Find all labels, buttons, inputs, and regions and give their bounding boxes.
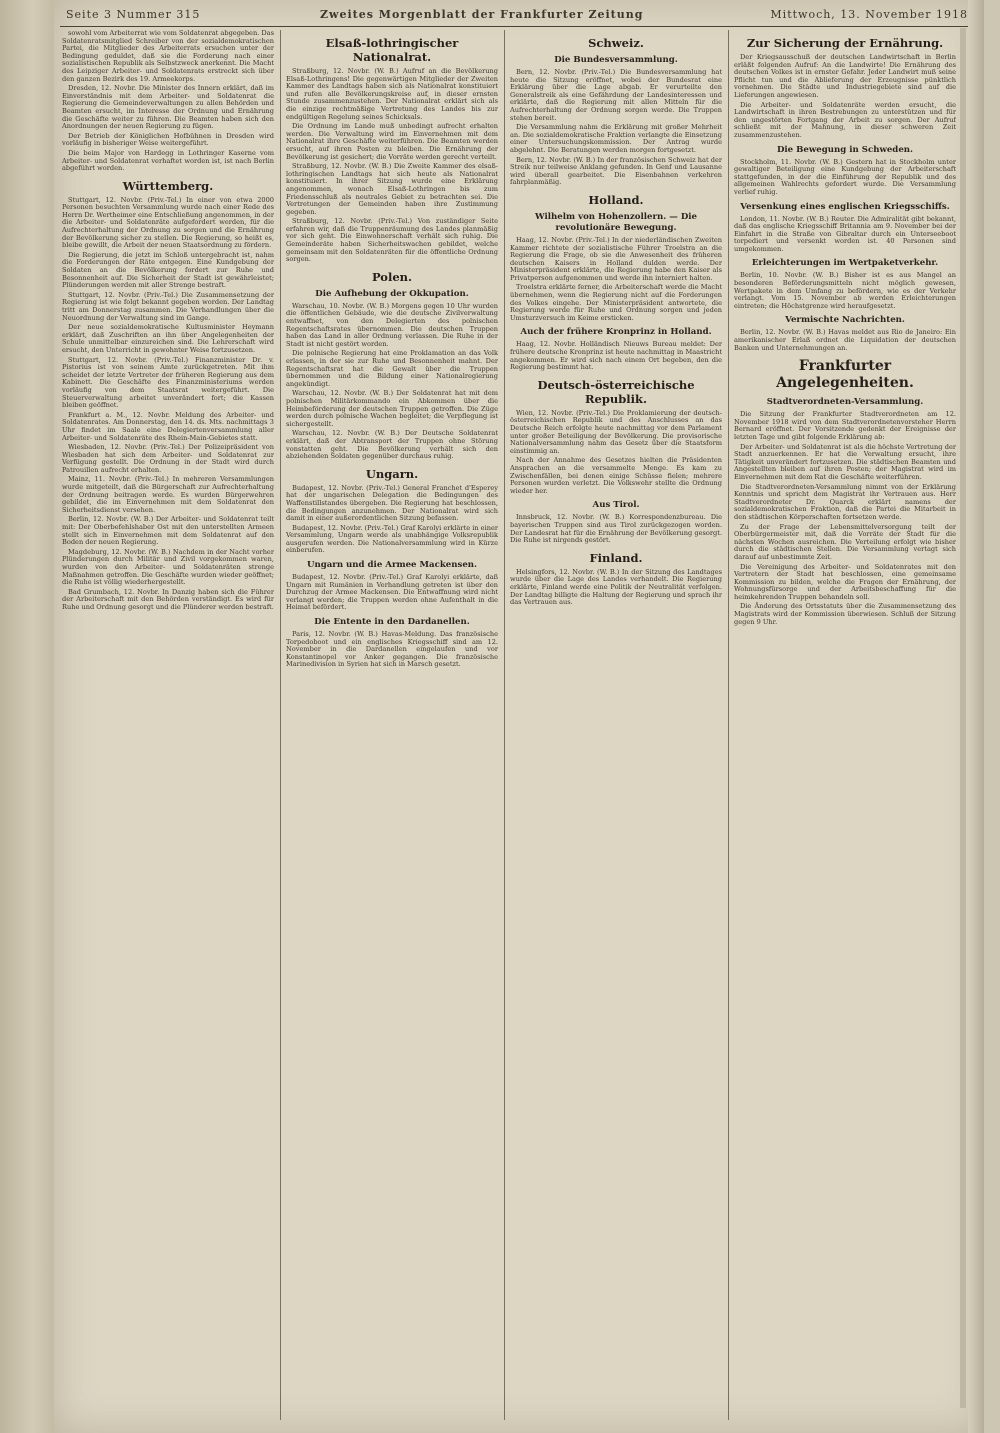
article-subheadline: Die Aufhebung der Okkupation.: [315, 288, 469, 299]
article-paragraph: Paris, 12. Novbr. (W. B.) Havas-Meldung. Das französische Torpedoboot und ein englisches Kriegsschiff sind am 12. November in die Dardanellen eingelaufen und vor Konstantinopel vor Anker gegangen. Die französische Marinedivision in Syrien hat sich in Marsch gesetzt.: [286, 630, 498, 669]
section-headline: Schweiz.: [588, 36, 644, 50]
newspaper-page: [54, 0, 984, 1433]
article-paragraph: Zu der Frage der Lebensmittelversorgung teilt der Oberbürgermeister mit, daß die Vorräte der Stadt für die nächsten Wochen ausreichen. Die Verteilung erfolgt wie bisher durch die städtischen Stellen. Die Versammlung vertagt sich darauf auf unbestimmte Zeit.: [734, 522, 956, 561]
column-divider: [280, 30, 281, 1420]
article-paragraph: Bern, 12. Novbr. (Priv.-Tel.) Die Bundesversammlung hat heute die Sitzung eröffnet, wobei der Bundesrat eine Erklärung über die Lage abgab. Er verurteilte den Generalstreik als eine Gefährdung der Landesinteressen und erklärte, daß die Regierung mit allen Mitteln für die Aufrechterhaltung der Ordnung sorgen werde. Die Truppen stehen bereit.: [510, 68, 722, 122]
article-paragraph: Stuttgart, 12. Novbr. (Priv.-Tel.) Finanzminister Dr. v. Pistorius ist von seinem Amte zurückgetreten. Mit ihm scheidet der letzte Vertreter der früheren Regierung aus dem Kabinett. Die Geschäfte des Finanzministeriums werden vorläufig von dem Staatsrat weitergeführt. Die Steuerverwaltung arbeitet unverändert fort; die Kassen bleiben geöffnet.: [62, 355, 274, 410]
article-paragraph: Warschau, 10. Novbr. (W. B.) Morgens gegen 10 Uhr wurden die öffentlichen Gebäude, wie die deutsche Zivilverwaltung entwaffnet, von den Delegierten des polnischen Regentschaftsrates übernommen. Die deutschen Truppen haben das Land in aller Ordnung verlassen. Die Ruhe in der Stadt ist nicht gestört worden.: [286, 301, 498, 348]
article-paragraph: Magdeburg, 12. Novbr. (W. B.) Nachdem in der Nacht vorher Plünderungen durch Militär und Zivil vorgekommen waren, wurden von den Arbeiter- und Soldatenräten strenge Maßnahmen getroffen. Die Geschäfte wurden wieder geöffnet; die Ruhe ist völlig wiederhergestellt.: [62, 547, 274, 587]
article-paragraph: Berlin, 10. Novbr. (W. B.) Bisher ist es aus Mangel an besonderen Beförderungsmitteln nicht möglich gewesen, Wertpakete in dem Umfang zu befördern, wie es der Verkehr verlangt. Vom 15. November ab werden Erleichterungen eintreten; die Höchstgrenze wird heraufgesetzt.: [734, 271, 956, 310]
section-headline: Finland.: [589, 550, 643, 565]
article-paragraph: Stuttgart, 12. Novbr. (Priv.-Tel.) In einer von etwa 2000 Personen besuchten Versammlung wurde nach einer Rede des Herrn Dr. Wertheimer eine Entschließung angenommen, in der die Arbeiter- und Soldatenräte aufgefordert werden, für die Aufrechterhaltung der Ordnung zu sorgen und die Ernährung der Bevölkerung sicher zu stellen. Die Regierung, so heißt es, bleibe gewillt, die Arbeit der neuen Staatsordnung zu fördern.: [62, 195, 274, 250]
article-paragraph: Berlin, 12. Novbr. (W. B.) Der Arbeiter- und Soldatenrat teilt mit: Der Oberbefehlshaber Ost mit den unterstellten Armeen stellt sich in Einvernehmen mit dem Soldatenrat auf den Boden der neuen Regierung.: [62, 515, 274, 547]
article-paragraph: Die Arbeiter- und Soldatenräte werden ersucht, die Landwirtschaft in ihren Bestrebungen zu unterstützen und für den ungestörten Fortgang der Arbeit zu sorgen. Der Aufruf schließt mit der Mahnung, in dieser schweren Zeit zusammenzustehen.: [734, 100, 956, 139]
section-headline: Deutsch-österreichische Republik.: [537, 377, 695, 406]
article-paragraph: Stuttgart, 12. Novbr. (Priv.-Tel.) Die Zusammensetzung der Regierung ist wie folgt bekannt gegeben worden. Der Landtag tritt am Donnerstag zusammen. Die Verhandlungen über die Neuordnung der Verwaltung sind im Gange.: [62, 290, 274, 322]
article-paragraph: Haag, 12. Novbr. Holländisch Nieuws Bureau meldet: Der frühere deutsche Kronprinz ist heute nachmittag in Maastricht angekommen. Er wird sich nach einem Ort begeben, den die Regierung bestimmt hat.: [510, 340, 722, 372]
article-paragraph: Mainz, 11. Novbr. (Priv.-Tel.) In mehreren Versammlungen wurde mitgeteilt, daß die Bürgerschaft zur Aufrechterhaltung der Ordnung beitragen werde. Es wurden Bürgerwehren gebildet, die im Einvernehmen mit dem Soldatenrat den Sicherheitsdienst versehen.: [62, 475, 274, 514]
article-paragraph: Berlin, 12. Novbr. (W. B.) Havas meldet aus Rio de Janeiro: Ein amerikanischer Erlaß ordnet die Liquidation der deutschen Banken und Unternehmungen an.: [734, 328, 956, 352]
article-paragraph: Budapest, 12. Novbr. (Priv.-Tel.) General Franchet d'Esperey hat der ungarischen Delegation die Bedingungen des Waffenstillstandes übergeben. Die Regierung hat beschlossen, die Bedingungen anzunehmen. Der Nationalrat wird sich damit in einer außerordentlichen Sitzung befassen.: [286, 483, 498, 523]
article-subheadline: Die Entente in den Dardanellen.: [314, 617, 470, 628]
paper-title: Zweites Morgenblatt der Frankfurter Zeitung: [320, 8, 644, 21]
article-subheadline: Auch der frühere Kronprinz in Holland.: [520, 327, 712, 338]
column-3: [510, 30, 722, 1420]
article-subheadline: Wilhelm von Hohenzollern. — Die revolutionäre Bewegung.: [534, 211, 697, 233]
article-paragraph: Warschau, 12. Novbr. (W. B.) Der Soldatenrat hat mit dem polnischen Militärkommando ein Abkommen über die Heimbeförderung der deutschen Truppen getroffen. Die Züge werden durch polnische Wachen begleitet; die Verpflegung ist sichergestellt.: [286, 389, 498, 428]
article-paragraph: Die Sitzung der Frankfurter Stadtverordneten am 12. November 1918 wird von dem Stadtverordnetenvorsteher Herrn Bernard eröffnet. Der Vorsitzende gedenkt der Ereignisse der letzten Tage und gibt folgende Erklärung ab:: [734, 410, 956, 441]
section-headline: Polen.: [371, 269, 413, 284]
article-subheadline: Stadtverordneten-Versammlung.: [766, 397, 924, 408]
article-paragraph: Die Vereinigung des Arbeiter- und Soldatenrates mit den Vertretern der Stadt hat beschlossen, eine gemeinsame Kommission zu bilden, welche die Fragen der Ernährung, der Wohnungsfürsorge und der Arbeitsbeschaffung für die heimkehrenden Truppen behandeln soll.: [734, 562, 956, 601]
article-paragraph: Die beim Major von Hardegg in Lothringer Kaserne vom Arbeiter- und Soldatenrat verhaftet worden ist, ist nach Berlin abgeführt worden.: [62, 148, 274, 173]
article-paragraph: Stockholm, 11. Novbr. (W. B.) Gestern hat in Stockholm unter gewaltiger Beteiligung eine Kundgebung der Arbeiterschaft stattgefunden, in der die Einführung der Republik und des allgemeinen Wahlrechts gefordert wurde. Die Versammlung verlief ruhig.: [734, 157, 956, 196]
article-paragraph: Die polnische Regierung hat eine Proklamation an das Volk erlassen, in der sie zur Ruhe und Besonnenheit mahnt. Der Regentschaftsrat hat die Gewalt über die Truppen übernommen und die Bildung einer Nationalregierung angekündigt.: [286, 349, 498, 388]
article-subheadline: Die Bundesversammlung.: [554, 55, 678, 65]
column-4: [734, 30, 956, 1420]
article-paragraph: Budapest, 12. Novbr. (Priv.-Tel.) Graf Karolyi erklärte in einer Versammlung, Ungarn werde als unabhängige Volksrepublik ausgerufen werden. Die Nationalversammlung wird in Kürze einberufen.: [286, 523, 498, 555]
article-paragraph: Der neue sozialdemokratische Kultusminister Heymann erklärt, daß Zuschriften an ihn über Angelegenheiten der Schule unmittelbar einzureichen sind. Die Lehrerschaft wird ersucht, den Unterricht in gewohnter Weise fortzusetzen.: [62, 323, 274, 354]
article-paragraph: Frankfurt a. M., 12. Novbr. Meldung des Arbeiter- und Soldatenrates. Am Donnerstag, den 14. ds. Mts. nachmittags 3 Uhr findet im Saale eine Delegiertenversammlung aller Arbeiter- und Soldatenräte des Rhein-Main-Gebietes statt.: [62, 410, 274, 442]
article-paragraph: sowohl vom Arbeiterrat wie vom Soldatenrat abgegeben. Das Soldatenratsmitglied Schreiber von der sozialdemokratischen Partei, die Mitglieder des Arbeiterrats ersuchen unter der Bedingung geduldet, daß sie die Forderung nach einer sozialistischen Republik als Selbstzweck anerkennt. Die Macht des Leipziger Arbeiter- und Soldatenrats erstreckt sich über den ganzen Bezirk des 19. Armeekorps.: [62, 30, 274, 83]
column-1: [62, 30, 274, 1420]
column-divider: [504, 30, 505, 1420]
article-paragraph: Bern, 12. Novbr. (W. B.) In der französischen Schweiz hat der Streik nur teilweise Anklang gefunden. In Genf und Lausanne wird überall gearbeitet. Die Eisenbahnen verkehren fahrplanmäßig.: [510, 155, 722, 187]
article-subheadline: Ungarn und die Armee Mackensen.: [306, 560, 478, 571]
article-paragraph: Budapest, 12. Novbr. (Priv.-Tel.) Graf Karolyi erklärte, daß Ungarn mit Rumänien in Verhandlung getreten ist über den Durchzug der Armee Mackensen. Die Entwaffnung wird nicht verlangt werden; die Truppen werden ohne Aufenthalt in die Heimat befördert.: [286, 573, 498, 612]
article-paragraph: Wiesbaden, 12. Novbr. (Priv.-Tel.) Der Polizeipräsident von Wiesbaden hat sich dem Arbeiter- und Soldatenrat zur Verfügung gestellt. Die Ordnung in der Stadt wird durch Patrouillen aufrecht erhalten.: [62, 443, 274, 474]
article-paragraph: Der Arbeiter- und Soldatenrat ist als die höchste Vertretung der Stadt anzuerkennen. Er hat die Verwaltung ersucht, ihre Tätigkeit unverändert fortzusetzen. Die städtischen Beamten und Angestellten bleiben auf ihren Posten; der Magistrat wird im Einvernehmen mit dem Rat die Geschäfte weiterführen.: [734, 442, 956, 481]
section-headline: Elsaß-lothringischer Nationalrat.: [325, 36, 459, 64]
article-paragraph: Die Änderung des Ortsstatuts über die Zusammensetzung des Magistrats wird der Kommission überwiesen. Schluß der Sitzung gegen 9 Uhr.: [734, 602, 956, 626]
article-subheadline: Vermischte Nachrichten.: [785, 315, 905, 326]
section-headline: Ungarn.: [365, 466, 419, 481]
article-paragraph: Troelstra erklärte ferner, die Arbeiterschaft werde die Macht übernehmen, wenn die Regierung nicht auf die Forderungen des Volkes eingehe. Der Ministerpräsident antwortete, die Regierung werde für Ruhe und Ordnung sorgen und jeden Umsturzversuch im Keime ersticken.: [510, 283, 722, 322]
article-paragraph: Innsbruck, 12. Novbr. (W. B.) Korrespondenzbureau. Die bayerischen Truppen sind aus Tirol zurückgezogen worden. Der Landesrat hat für die Ernährung der Bevölkerung gesorgt. Die Ruhe ist nirgends gestört.: [510, 513, 722, 545]
article-paragraph: Warschau, 12. Novbr. (W. B.) Der Deutsche Soldatenrat erklärt, daß der Abtransport der Truppen ohne Störung vonstatten geht. Die Bevölkerung verhält sich den abziehenden Soldaten gegenüber durchaus ruhig.: [286, 429, 498, 461]
page-edge-shadow: [960, 28, 966, 1408]
article-paragraph: Der Betrieb der Königlichen Hofbühnen in Dresden wird vorläufig in bisheriger Weise weitergeführt.: [62, 131, 274, 148]
article-paragraph: Bad Grumbach, 12. Novbr. In Danzig haben sich die Führer der Arbeiterschaft mit den Behörden verständigt. Es wird für Ruhe und Ordnung gesorgt und die Plünderer werden bestraft.: [62, 587, 274, 611]
article-subheadline: Erleichterungen im Wertpaketverkehr.: [751, 258, 939, 269]
binding-gutter: [0, 0, 54, 1433]
article-paragraph: Nach der Annahme des Gesetzes hielten die Präsidenten Ansprachen an die versammelte Menge. Es kam zu Zwischenfällen, bei denen einige Schüsse fielen; mehrere Personen wurden verletzt. Die Volkswehr stellte die Ordnung wieder her.: [510, 456, 722, 495]
column-2: [286, 30, 498, 1420]
article-paragraph: Helsingfors, 12. Novbr. (W. B.) In der Sitzung des Landtages wurde über die Lage des Landes verhandelt. Die Regierung erklärte, Finland werde eine Politik der Neutralität verfolgen. Der Landtag billigte die Haltung der Regierung und sprach ihr das Vertrauen aus.: [510, 567, 722, 607]
article-paragraph: Haag, 12. Novbr. (Priv.-Tel.) In der niederländischen Zweiten Kammer richtete der sozialistische Führer Troelstra an die Regierung die Frage, ob sie die Anwesenheit des früheren deutschen Kaisers in Holland dulden werde. Der Ministerpräsident erklärte, die Regierung habe den Kaiser als Privatperson aufgenommen und werde ihn interniert halten.: [510, 235, 722, 282]
article-paragraph: Die Versammlung nahm die Erklärung mit großer Mehrheit an. Die sozialdemokratische Fraktion verlangte die Einsetzung einer Untersuchungskommission. Der Antrag wurde abgelehnt. Die Beratungen werden morgen fortgesetzt.: [510, 123, 722, 154]
section-headline: Frankfurter Angelegenheiten.: [776, 358, 914, 392]
article-paragraph: Dresden, 12. Novbr. Die Minister des Innern erklärt, daß im Einverständnis mit dem Arbeiter- und Soldatenrat die Regierung die Gemeindeverwaltungen zu allen Behörden und Beamten ersucht, im Interesse der Ordnung und Ernährung die Geschäfte weiter zu führen. Die Beamten haben sich den Anordnungen der neuen Regierung zu fügen.: [62, 84, 274, 131]
page-label: Seite 3 Nummer 315: [66, 8, 201, 21]
page-edge: [968, 0, 984, 1433]
article-subheadline: Die Bewegung in Schweden.: [776, 144, 914, 155]
section-headline: Zur Sicherung der Ernährung.: [746, 36, 944, 50]
article-paragraph: Die Stadtverordneten-Versammlung nimmt von der Erklärung Kenntnis und spricht dem Magistrat ihr Vertrauen aus. Herr Stadtverordneter Dr. Quarck erklärt namens der sozialdemokratischen Fraktion, daß die Partei die Mitarbeit in den städtischen Körperschaften fortsetzen werde.: [734, 482, 956, 521]
article-paragraph: Straßburg, 12. Novbr. (Priv.-Tel.) Von zuständiger Seite erfahren wir, daß die Truppenräumung des Landes planmäßig vor sich geht. Die Einwohnerschaft verhält sich ruhig. Die Gemeinderäte haben Sicherheitswachen gebildet, welche gemeinsam mit den Soldatenräten für die öffentliche Ordnung sorgen.: [286, 217, 498, 264]
article-paragraph: Die Ordnung im Lande muß unbedingt aufrecht erhalten werden. Die Verwaltung wird im Einvernehmen mit dem Nationalrat ihre Geschäfte weiterführen. Die Beamten werden ersucht, auf ihren Posten zu bleiben. Die Ernährung der Bevölkerung ist gesichert; die Vorräte werden gerecht verteilt.: [286, 122, 498, 161]
article-paragraph: Straßburg, 12. Novbr. (W. B.) Aufruf an die Bevölkerung Elsaß-Lothringens! Die gegenwärtigen Mitglieder der Zweiten Kammer des Landtags haben sich als Nationalrat konstituiert und rufen alle Bevölkerungskreise auf, in dieser ernsten Stunde zusammenzustehen. Der Nationalrat erklärt sich als die einzige rechtmäßige Vertretung des Landes bis zur endgültigen Regelung seines Schicksals.: [286, 67, 498, 121]
article-paragraph: Wien, 12. Novbr. (Priv.-Tel.) Die Proklamierung der deutsch-österreichischen Republik und des Anschlusses an das Deutsche Reich erfolgte heute nachmittag vor dem Parlament unter großer Beteiligung der Bevölkerung. Die provisorische Nationalversammlung nahm das Gesetz über die Staatsform einstimmig an.: [510, 408, 722, 455]
article-subheadline: Aus Tirol.: [592, 500, 640, 511]
section-headline: Holland.: [588, 192, 644, 207]
article-paragraph: Der Kriegsausschuß der deutschen Landwirtschaft in Berlin erläßt folgenden Aufruf: An die Landwirte! Die Ernährung des deutschen Volkes ist in ernster Gefahr. Jeder Landwirt muß seine Pflicht tun und die Ablieferung der Erzeugnisse pünktlich vornehmen. Die Städte und Industriegebiete sind auf die Lieferungen angewiesen.: [734, 53, 956, 99]
article-paragraph: Straßburg, 12. Novbr. (W. B.) Die Zweite Kammer des elsaß-lothringischen Landtags hat sich heute als Nationalrat konstituiert. In ihrer Sitzung wurde eine Erklärung angenommen, wonach Elsaß-Lothringen bis zum Friedensschluß als neutrales Gebiet zu betrachten sei. Die Vertretungen der Gemeinden haben ihre Zustimmung gegeben.: [286, 162, 498, 216]
article-subheadline: Versenkung eines englischen Kriegsschiffs.: [740, 201, 950, 212]
article-paragraph: London, 11. Novbr. (W. B.) Reuter. Die Admiralität gibt bekannt, daß das englische Kriegsschiff Britannia am 9. November bei der Einfahrt in die Straße von Gibraltar durch ein Unterseeboot torpediert und versenkt worden ist. 40 Personen sind umgekommen.: [734, 214, 956, 253]
issue-date: Mittwoch, 13. November 1918: [770, 8, 968, 21]
article-paragraph: Die Regierung, die jetzt im Schloß untergebracht ist, nahm die Forderungen der Räte entgegen. Eine Kundgebung der Soldaten an die Bevölkerung fordert zur Ruhe und Besonnenheit auf. Die Sicherheit der Stadt ist gewährleistet; Plünderungen werden mit aller Strenge bestraft.: [62, 250, 274, 290]
column-divider: [728, 30, 729, 1420]
section-headline: Württemberg.: [122, 178, 214, 193]
page-header: [60, 4, 978, 27]
